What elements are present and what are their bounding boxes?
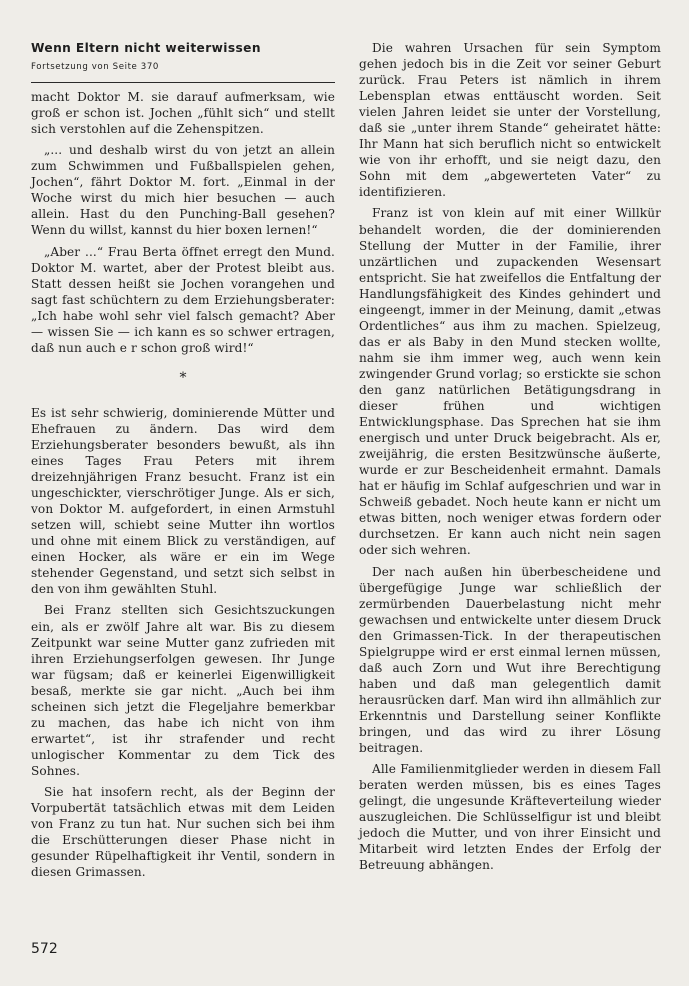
paragraph: Der nach außen hin überbescheidene und übergefügige Junge war schließlich der zermürbenden Dauerbelastung nicht mehr gewachsen und entwickelte unter diesem Druck den Grimassen-Tick. In der therapeutischen Spielgruppe wird er erst einmal lernen müssen, daß auch Zorn und Wut ihre Berechtigung haben und daß man gelegentlich damit herausrücken darf. Man wird ihn allmählich zur Erkenntnis und Darstellung seiner Konflikte bringen, und das wird zu ihrer Lösung beitragen. bbox=[359, 564, 661, 756]
paragraph: Bei Franz stellten sich Gesichtszuckungen ein, als er zwölf Jahre alt war. Bis zu diesem Zeitpunkt war seine Mutter ganz zufrieden mit ihren Erziehungserfolgen gewesen. Ihr Junge war fügsam; daß er keinerlei Eigenwilligkeit besaß, merkte sie gar nicht. „Auch bei ihm scheinen sich jetzt die Flegeljahre bemerkbar zu machen, das habe ich nicht von ihm erwartet“, ist ihr strafender und recht unlogischer Kommentar zu dem Tick des Sohnes. bbox=[31, 603, 335, 778]
paragraph: Sie hat insofern recht, als der Beginn der Vorpubertät tatsächlich etwas mit dem Leiden von Franz zu tun hat. Nur suchen sich bei ihm die Erschütterungen dieser Phase nicht in gesunder Rüpelhaftigkeit ihr Ventil, sondern in diesen Grimassen. bbox=[31, 784, 335, 880]
paragraph: Die wahren Ursachen für sein Symptom gehen jedoch bis in die Zeit vor seiner Geburt zurück. Frau Peters ist nämlich in ihrem Lebensplan etwas enttäuscht worden. Seit vielen Jahren leidet sie unter der Vorstellung, daß sie „unter ihrem Stande“ geheiratet hätte: Ihr Mann hat sich beruflich nicht so entwickelt wie von ihr erhofft, und sie neigt dazu, den Sohn mit dem „abgewerteten Vater“ zu identifizieren. bbox=[359, 41, 661, 200]
article-title: Wenn Eltern nicht weiterwissen bbox=[31, 41, 261, 55]
left-column bbox=[31, 36, 335, 885]
title-rule bbox=[31, 82, 335, 83]
paragraph: Es ist sehr schwierig, dominierende Mütter und Ehefrauen zu ändern. Das wird dem Erziehungsberater besonders bewußt, als ihn eines Tages Frau Peters mit ihrem dreizehnjährigen Franz besucht. Franz ist ein ungeschickter, vierschrötiger Junge. Als er sich, von Doktor M. aufgefordert, in einen Armstuhl setzen will, schiebt seine Mutter ihn wortlos und ohne mit einem Blick zu verständigen, auf einen Hocker, als wäre er ein im Wege stehender Gegenstand, und setzt sich selbst in den von ihm gewählten Stuhl. bbox=[31, 405, 335, 597]
section-separator: * bbox=[179, 369, 187, 386]
article-subtitle: Fortsetzung von Seite 370 bbox=[31, 62, 159, 73]
paragraph: „Aber ...“ Frau Berta öffnet erregt den Mund. Doktor M. wartet, aber der Protest bleibt aus. Statt dessen heißt sie Jochen vorangehen und sagt fast schüchtern zu dem Erziehungsberater: „Ich habe wohl sehr viel falsch gemacht? Aber — wissen Sie — ich kann es so schwer ertragen, daß nun auch e r schon groß wird!“ bbox=[31, 244, 335, 355]
paragraph: Franz ist von klein auf mit einer Willkür behandelt worden, die der dominierenden Stellung der Mutter in der Familie, ihrer unzärtlichen und zupackenden Wesensart entspricht. Sie hat zweifellos die Entfaltung der Handlungsfähigkeit des Kindes gehindert und eingeengt, immer in der Meinung, damit „etwas Ordentliches“ aus ihm zu machen. Spielzeug, das er als Baby in den Mund stecken wollte, nahm sie ihm immer weg, auch wenn kein zwingender Grund vorlag; so erstickte sie schon den ganz natürlichen Betätigungsdrang in dieser frühen und wichtigen Entwicklungsphase. Das Sprechen hat sie ihm energisch und unter Druck beigebracht. Als er, zweijährig, die ersten Besitzwünsche äußerte, wurde er zur Bescheidenheit ermahnt. Damals hat er häufig im Schlaf aufgeschrien und war in Schweiß gebadet. Noch heute kann er nicht um etwas bitten, noch weniger etwas fordern oder durchsetzen. Er kann auch nicht nein sagen oder sich wehren. bbox=[359, 206, 661, 558]
paragraph: „... und deshalb wirst du von jetzt an allein zum Schwimmen und Fußballspielen gehen, Jochen“, fährt Doktor M. fort. „Einmal in der Woche wirst du mich hier besuchen — auch allein. Hast du den Punching-Ball gesehen? Wenn du willst, kannst du hier boxen lernen!“ bbox=[31, 143, 335, 238]
right-column bbox=[359, 40, 661, 878]
paragraph: Alle Familienmitglieder werden in diesem Fall beraten werden müssen, bis es eines Tages gelingt, die ungesunde Kräfteverteilung wieder auszugleichen. Die Schlüsselfigur ist und bleibt jedoch die Mutter, und von ihrer Einsicht und Mitarbeit wird letzten Endes der Erfolg der Betreuung abhängen. bbox=[359, 762, 661, 873]
paragraph: macht Doktor M. sie darauf aufmerksam, wie groß er schon ist. Jochen „fühlt sich“ und stellt sich verstohlen auf die Zehenspitzen. bbox=[31, 90, 335, 137]
page-number: 572 bbox=[31, 941, 58, 957]
